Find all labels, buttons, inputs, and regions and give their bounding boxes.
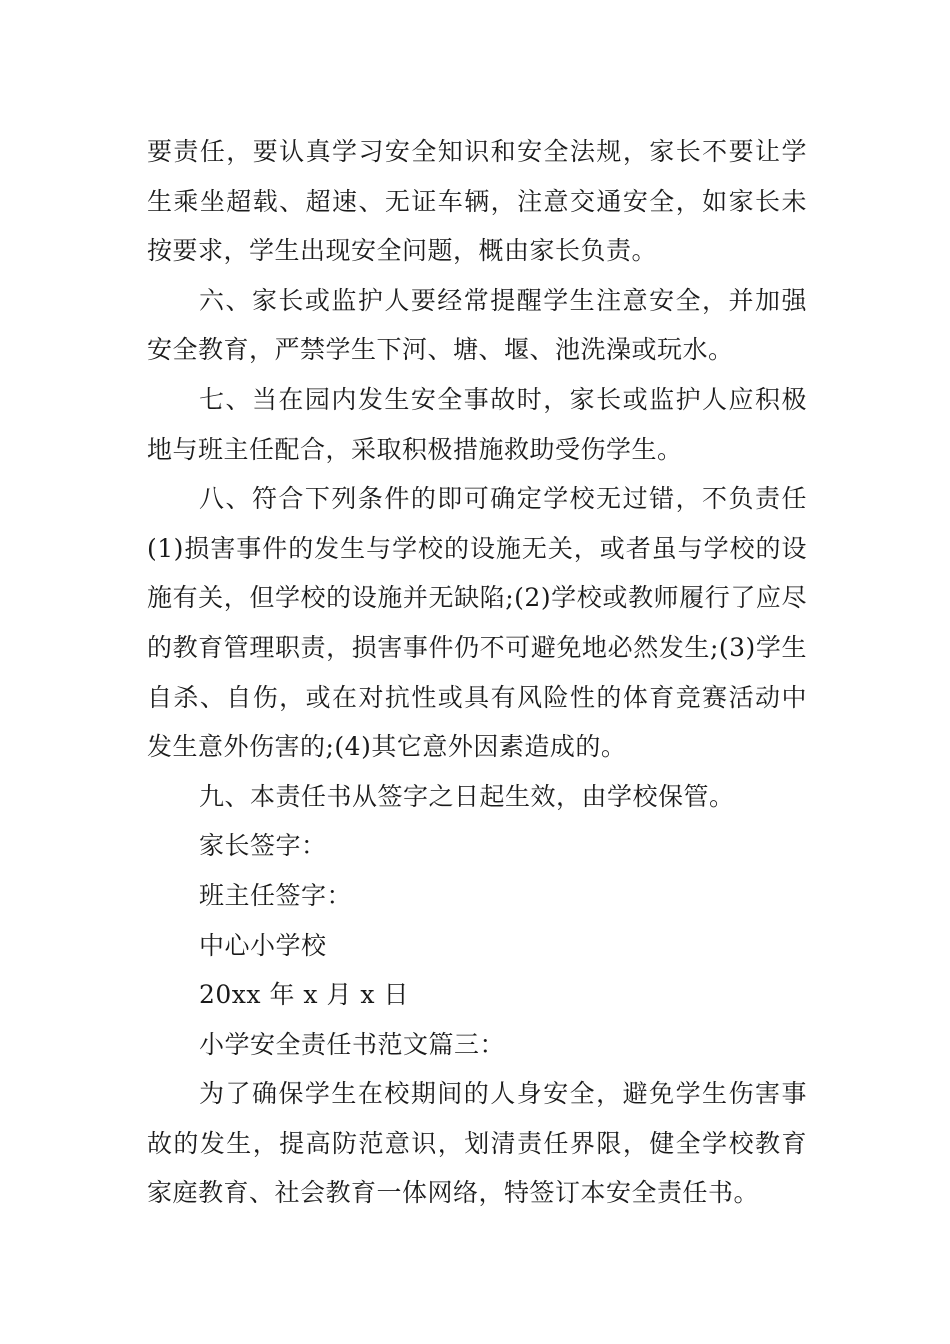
intro-paragraph: 为了确保学生在校期间的人身安全，避免学生伤害事故的发生，提高防范意识，划清责任界限，健全学校教育家庭教育、社会教育一体网络，特签订本安全责任书。 [147, 1079, 807, 1208]
paragraph-item-nine: 九、本责任书从签字之日起生效，由学校保管。 [199, 781, 735, 811]
paragraph-item-eight: 八、符合下列条件的即可确定学校无过错，不负责任(1)损害事件的发生与学校的设施无关，或者虽与学校的设施有关，但学校的设施并无缺陷;(2)学校或教师履行了应尽的教育管理职责，损害事件仍不可避免地必然发生;(3)学生自杀、自伤，或在对抗性或具有风险性的体育竞赛活动中发生意外伤害的;(4)其它意外因素造成的。 [147, 484, 807, 762]
paragraph-continuation: 要责任，要认真学习安全知识和安全法规，家长不要让学生乘坐超载、超速、无证车辆，注意交通安全，如家长未按要求，学生出现安全问题，概由家长负责。 [147, 137, 807, 266]
paragraph-item-seven: 七、当在园内发生安全事故时，家长或监护人应积极地与班主任配合，采取积极措施救助受伤学生。 [147, 384, 807, 464]
paragraph-item-six: 六、家长或监护人要经常提醒学生注意安全，并加强安全教育，严禁学生下河、塘、堰、池洗澡或玩水。 [147, 285, 807, 365]
document-body [147, 127, 807, 1218]
signing-date: 20xx 年 x 月 x 日 [199, 980, 409, 1010]
parent-signature-label: 家长签字： [199, 831, 327, 861]
section-title: 小学安全责任书范文篇三： [199, 1029, 506, 1059]
school-name: 中心小学校 [199, 930, 327, 960]
teacher-signature-label: 班主任签字： [199, 880, 353, 910]
